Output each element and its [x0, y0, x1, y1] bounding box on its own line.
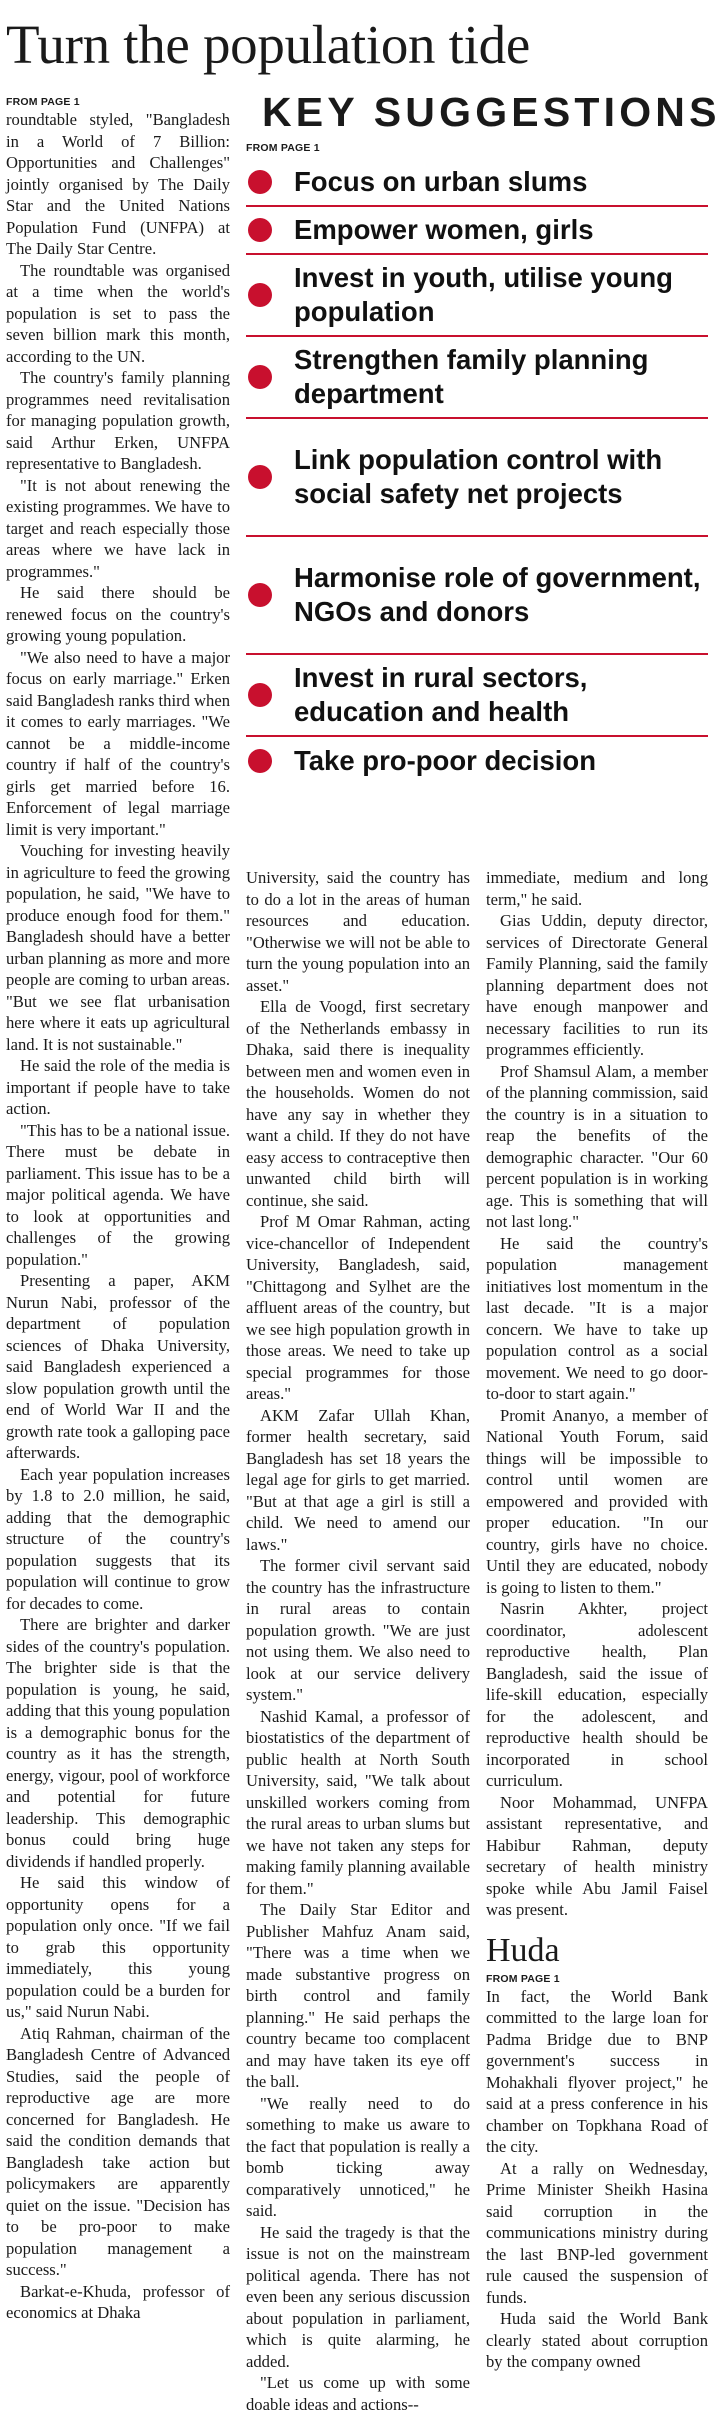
paragraph: Nasrin Akhter, project coordinator, adolescent reproductive health, Plan Bangladesh, said the issue of life-skill education, especially for the adolescent, and reproductive health should be incorporated in school curriculum. [486, 1599, 708, 1790]
bullet-icon [248, 365, 272, 389]
bullet-icon [248, 218, 272, 242]
article-column-3 [486, 867, 708, 2371]
paragraph: He said there should be renewed focus on the country's growing young population. [6, 583, 230, 645]
from-page-label: FROM PAGE 1 [246, 142, 320, 154]
suggestion-item: Link population control with social safety net projects [246, 419, 708, 537]
suggestion-item: Focus on urban slums [246, 159, 708, 207]
paragraph: AKM Zafar Ullah Khan, former health secretary, said Bangladesh has set 18 years the legal age for girls to get married. "But at that age a girl is still a child. We need to amend our laws." [246, 1405, 470, 1554]
suggestion-item: Strengthen family planning department [246, 337, 708, 419]
key-suggestions-box [246, 86, 721, 866]
paragraph: "We also need to have a major focus on early marriage." Erken said Bangladesh ranks third when it comes to early marriages. "We cannot be a middle-income country if half of the country's girls get married before 16. Enforcement of legal marriage limit is very important." [6, 647, 230, 839]
paragraph: Prof Shamsul Alam, a member of the planning commission, said the country is in a situation to reap the benefits of the demographic character. "Our 60 percent population is in working age. This is something that will not last long." [486, 1061, 708, 1231]
paragraph: The former civil servant said the country has the infrastructure in rural areas to contain population growth. "We are just not using them. We also need to look at our service delivery system." [246, 1556, 470, 1704]
paragraph: Prof M Omar Rahman, acting vice-chancellor of Independent University, Bangladesh, said, "Chittagong and Sylhet are the affluent areas of the country, but we see high population growth in those areas. We need to take up special programmes for those areas." [246, 1212, 470, 1403]
paragraph: Huda said the World Bank clearly stated about corruption by the company owned [486, 2309, 708, 2371]
paragraph: Ella de Voogd, first secretary of the Netherlands embassy in Dhaka, said there is inequality between men and women even in the households. Women do not have any say in whether they want a child. If they do not have easy access to contraceptive then unwanted child birth will continue, she said. [246, 997, 470, 1210]
paragraph: He said the country's population management initiatives lost momentum in the last decade. "It is a major concern. We have to take up population control as a social movement. We need to go door-to-door to start again." [486, 1233, 708, 1403]
paragraph: University, said the country has to do a lot in the areas of human resources and education. "Otherwise we will not be able to turn the young population into an asset." [246, 868, 470, 995]
paragraph: At a rally on Wednesday, Prime Minister Sheikh Hasina said corruption in the communications ministry during the last BNP-led government rule caused the suspension of funds. [486, 2158, 708, 2307]
paragraph: He said the tragedy is that the issue is not on the mainstream political agenda. There has not even been any serious discussion about population in parliament, which is quite alarming, he added. [246, 2222, 470, 2371]
bullet-icon [248, 583, 272, 607]
paragraph: "We really need to do something to make us aware to the fact that population is really a bomb ticking away comparatively unnoticed," he said. [246, 2093, 470, 2220]
paragraph: In fact, the World Bank committed to the large loan for Padma Bridge due to BNP government's success in Mohakhali flyover project," he said at a press conference in his chamber on Topkhana Road of the city. [486, 1986, 708, 2156]
paragraph: The country's family planning programmes need revitalisation for managing population growth, said Arthur Erken, UNFPA representative to Bangladesh. [6, 368, 230, 473]
paragraph: "This has to be a national issue. There must be debate in parliament. This issue has to be a major political agenda. We have to look at opportunities and challenges of the growing population." [6, 1120, 231, 1269]
huda-headline: Huda [486, 1931, 560, 1969]
paragraph: There are brighter and darker sides of the country's population. The brighter side is that the population is young, he said, adding that this young population is a demographic bonus for the country as it has the strength, energy, vigour, pool of workforce and potential for future leadership. This demographic bonus could bring huge dividends if handled properly. [6, 1615, 230, 1871]
bullet-icon [248, 749, 272, 773]
suggestion-item: Invest in youth, utilise young population [246, 255, 708, 337]
article-column-2 [246, 867, 470, 2414]
article-column-1 [6, 96, 231, 2322]
suggestion-item: Harmonise role of government, NGOs and donors [246, 537, 708, 655]
paragraph: immediate, medium and long term," he said. [486, 868, 708, 909]
suggestion-item: Invest in rural sectors, education and health [246, 655, 708, 737]
suggestions-list [246, 159, 708, 785]
paragraph: Each year population increases by 1.8 to 2.0 million, he said, adding that the demographic structure of the country's population suggests that its population will continue to grow for decades to come. [6, 1464, 230, 1613]
paragraph: Presenting a paper, AKM Nurun Nabi, professor of the department of population sciences of Dhaka University, said Bangladesh experienced a slow population growth until the end of World War II and the growth rate took a galloping pace afterwards. [6, 1271, 230, 1462]
paragraph: Nashid Kamal, a professor of biostatistics of the department of public health at North South University, said, "We talk about unskilled workers coming from the rural areas to urban slums but we have not taken any steps for making family planning available for them." [246, 1706, 470, 1898]
bullet-icon [248, 465, 272, 489]
paragraph: Vouching for investing heavily in agriculture to feed the growing population, he said, "We have to produce enough food for them." Bangladesh should have a better urban planning as more and more people are coming to urban areas. "But we see flat urbanisation here where it eats up agricultural land. It is not sustainable." [6, 841, 230, 1054]
key-suggestions-title: KEY SUGGESTIONS [262, 89, 721, 135]
paragraph: The roundtable was organised at a time when the world's population is set to pass the seven billion mark this month, according to the UN. [6, 260, 230, 366]
paragraph: He said this window of opportunity opens for a population only once. "If we fail to grab this opportunity immediately, this young population could be a burden for us," said Nurun Nabi. [6, 1873, 230, 2021]
suggestion-item: Take pro-poor decision [246, 737, 708, 785]
paragraph: He said the role of the media is important if people have to take action. [6, 1056, 230, 1118]
bullet-icon [248, 170, 272, 194]
paragraph: The Daily Star Editor and Publisher Mahfuz Anam said, "There was a time when we made substantive progress on birth control and family planning." He said perhaps the country became too complacent and may have taken its eye off the ball. [246, 1900, 470, 2091]
paragraph: Noor Mohammad, UNFPA assistant representative, and Habibur Rahman, deputy secretary of health ministry spoke while Abu Jamil Faisel was present. [486, 1792, 708, 1919]
paragraph: Gias Uddin, deputy director, services of Directorate General Family Planning, said the family planning department does not have enough manpower and necessary facilities to run its programmes efficiently. [486, 911, 708, 1059]
paragraph: Atiq Rahman, chairman of the Bangladesh Centre of Advanced Studies, said the people of reproductive age are more concerned for Bangladesh. He said the condition demands that Bangladesh take action but policymakers are apparently quiet on the issue. "Decision has to be pro-poor to make population management a success." [6, 2023, 230, 2279]
from-page-label: FROM PAGE 1 [6, 96, 80, 108]
paragraph: roundtable styled, "Bangladesh in a World of 7 Billion: Opportunities and Challenges" jointly organised by The Daily Star and the United Nations Population Fund (UNFPA) at The Daily Star Centre. [6, 110, 230, 258]
suggestion-item: Empower women, girls [246, 207, 708, 255]
paragraph: Barkat-e-Khuda, professor of economics at Dhaka [6, 2281, 230, 2322]
headline: Turn the population tide [6, 14, 530, 75]
paragraph: "Let us come up with some doable ideas and actions-- [246, 2373, 470, 2414]
bullet-icon [248, 283, 272, 307]
from-page-label: FROM PAGE 1 [486, 1972, 560, 1985]
paragraph: "It is not about renewing the existing programmes. We have to target and reach especially those areas where we have lack in programmes." [6, 475, 230, 581]
bullet-icon [248, 683, 272, 707]
paragraph: Promit Ananyo, a member of National Youth Forum, said things will be impossible to control until women are empowered and provided with proper education. "In our country, girls have no choice. Until they are educated, nobody is going to listen to them." [486, 1405, 708, 1597]
